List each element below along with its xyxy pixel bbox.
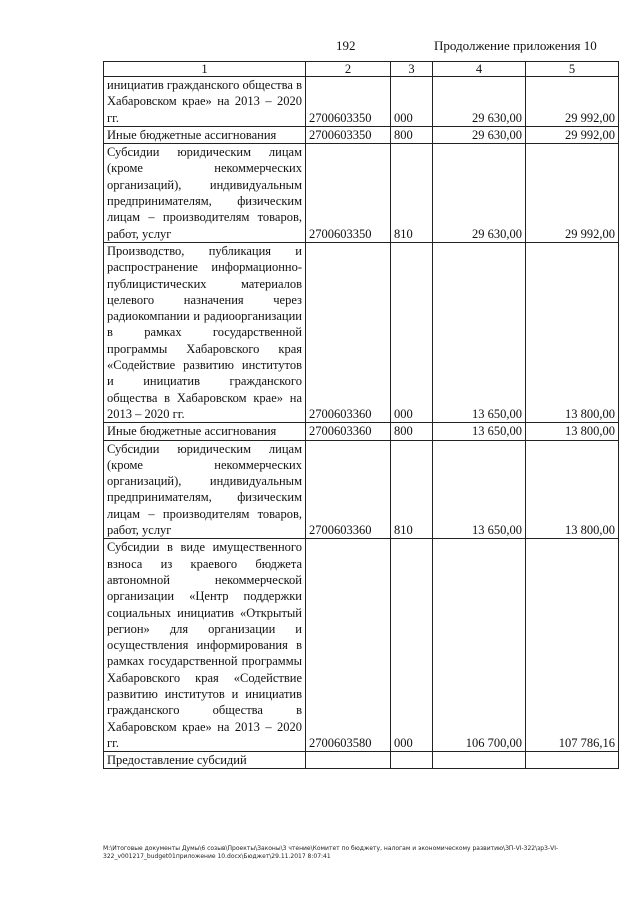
table-header-row bbox=[104, 62, 619, 77]
row-name: Производство, публикация и распространение информационно-публицистических материалов целевого назначения через радиокомпании и радиоорганизации в рамках государственной программы Хабаровского края «Содействие развитию институтов и инициатив гражданского общества в Хабаровском крае» на 2013 – 2020 гг. bbox=[104, 242, 306, 422]
row-name: Иные бюджетные ассигнования bbox=[104, 126, 306, 143]
row-amount-col4: 13 650,00 bbox=[433, 423, 526, 440]
row-code: 2700603580 bbox=[306, 539, 391, 752]
row-amount-col4: 29 630,00 bbox=[433, 126, 526, 143]
row-amount-col5: 29 992,00 bbox=[526, 77, 619, 127]
table-row bbox=[104, 126, 619, 143]
row-amount-col4: 29 630,00 bbox=[433, 144, 526, 243]
row-amount-col4: 13 650,00 bbox=[433, 242, 526, 422]
row-code: 2700603350 bbox=[306, 126, 391, 143]
row-name: Иные бюджетные ассигнования bbox=[104, 423, 306, 440]
continuation-note: Продолжение приложения 10 bbox=[434, 38, 597, 53]
row-code: 2700603350 bbox=[306, 144, 391, 243]
column-header: 4 bbox=[433, 62, 526, 77]
row-name: Субсидии в виде имущественного взноса из краевого бюджета автономной некоммерческой организации «Центр поддержки социальных инициатив «Открытый регион» для организации и осуществления информирования в рамках государственной программы Хабаровского края «Содействие развитию институтов и инициатив гражданского общества в Хабаровском крае» на 2013 – 2020 гг. bbox=[104, 539, 306, 752]
table-row bbox=[104, 539, 619, 752]
row-amount-col5: 13 800,00 bbox=[526, 440, 619, 539]
row-code: 2700603350 bbox=[306, 77, 391, 127]
row-type: 000 bbox=[391, 242, 433, 422]
row-amount-col5: 107 786,16 bbox=[526, 539, 619, 752]
row-code: 2700603360 bbox=[306, 423, 391, 440]
file-path-footer: M:\Итоговые документы Думы\6 созыв\Проекты\Законы\3 чтение\Комитет по бюджету, налогам и экономическому развитию\ЗП-VI-322\зр3-VI-322_v001217_budget01приложение 10.docx\Бюджет\29.11.2017 8:07:41 bbox=[103, 845, 559, 860]
row-code: 2700603360 bbox=[306, 242, 391, 422]
row-amount-col5 bbox=[526, 752, 619, 769]
row-name: Субсидии юридическим лицам (кроме некоммерческих организаций), индивидуальным предпринимателям, физическим лицам – производителям товаров, работ, услуг bbox=[104, 144, 306, 243]
column-header: 2 bbox=[306, 62, 391, 77]
table-row bbox=[104, 77, 619, 127]
row-type: 800 bbox=[391, 423, 433, 440]
row-amount-col4: 106 700,00 bbox=[433, 539, 526, 752]
row-amount-col4 bbox=[433, 752, 526, 769]
row-amount-col5: 29 992,00 bbox=[526, 126, 619, 143]
row-name: инициатив гражданского общества в Хабаровском крае» на 2013 – 2020 гг. bbox=[104, 77, 306, 127]
column-header: 5 bbox=[526, 62, 619, 77]
row-type: 000 bbox=[391, 77, 433, 127]
row-type: 810 bbox=[391, 440, 433, 539]
table-row bbox=[104, 423, 619, 440]
table-row bbox=[104, 242, 619, 422]
column-header: 1 bbox=[104, 62, 306, 77]
row-amount-col4: 29 630,00 bbox=[433, 77, 526, 127]
table-row bbox=[104, 440, 619, 539]
row-type: 810 bbox=[391, 144, 433, 243]
row-amount-col5: 29 992,00 bbox=[526, 144, 619, 243]
row-type bbox=[391, 752, 433, 769]
row-code: 2700603360 bbox=[306, 440, 391, 539]
column-header: 3 bbox=[391, 62, 433, 77]
row-amount-col5: 13 800,00 bbox=[526, 423, 619, 440]
table-row bbox=[104, 752, 619, 769]
budget-table bbox=[103, 61, 619, 769]
page-number: 192 bbox=[336, 38, 356, 53]
row-amount-col5: 13 800,00 bbox=[526, 242, 619, 422]
row-type: 000 bbox=[391, 539, 433, 752]
row-name: Предоставление субсидий bbox=[104, 752, 306, 769]
table-row bbox=[104, 144, 619, 243]
row-code bbox=[306, 752, 391, 769]
row-name: Субсидии юридическим лицам (кроме некоммерческих организаций), индивидуальным предпринимателям, физическим лицам – производителям товаров, работ, услуг bbox=[104, 440, 306, 539]
row-amount-col4: 13 650,00 bbox=[433, 440, 526, 539]
row-type: 800 bbox=[391, 126, 433, 143]
